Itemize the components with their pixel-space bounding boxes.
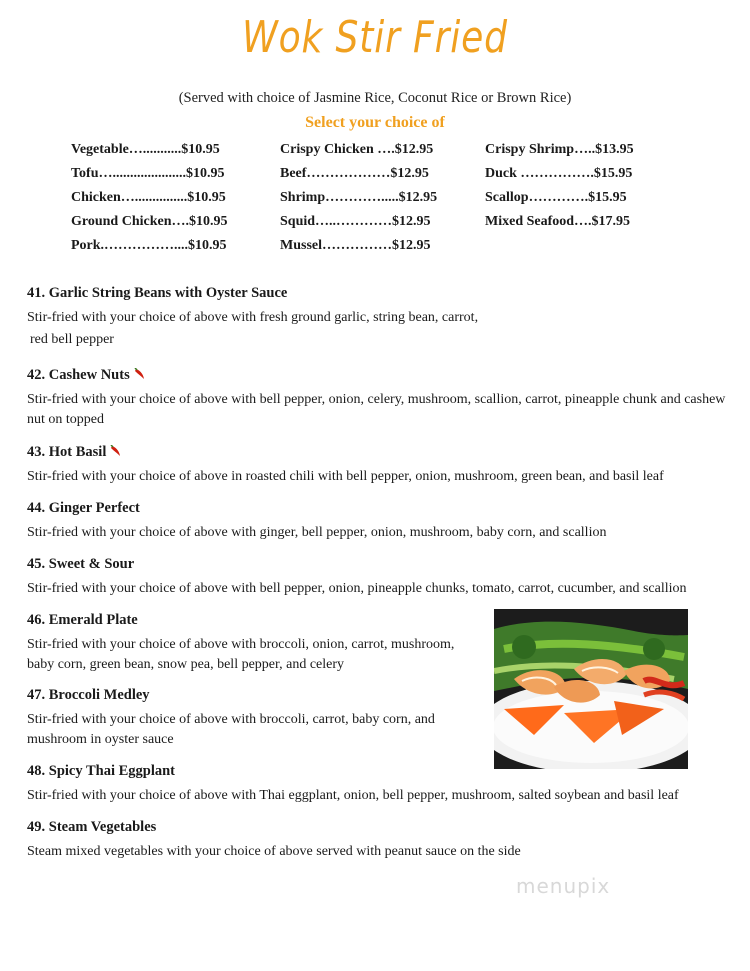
protein-price: Scallop………….$15.95 [485,190,627,205]
chili-pepper-icon [134,368,145,380]
item-name: 49. Steam Vegetables [27,819,157,835]
item-name: 48. Spicy Thai Eggplant [27,763,176,779]
item-description-cont: red bell pepper [30,332,114,347]
menu-item [27,366,727,430]
protein-price: Duck …………….$15.95 [485,166,633,181]
menu-item [27,443,727,487]
item-name: 45. Sweet & Sour [27,556,135,572]
chili-pepper-icon [110,445,121,457]
item-description: Stir-fried with your choice of above with fresh ground garlic, string bean, carrot, [27,310,479,325]
item-description: Stir-fried with your choice of above with bell pepper, onion, celery, mushroom, scallion, carrot, pineapple chunk and cashew nut on topped [27,392,726,427]
item-description: Stir-fried with your choice of above with bell pepper, onion, pineapple chunks, tomato, carrot, cucumber, and scallion [27,581,687,596]
protein-price: Ground Chicken….$10.95 [71,214,228,229]
item-description: Stir-fried with your choice of above in roasted chili with bell pepper, onion, mushroom, green bean, and basil leaf [27,469,664,484]
menu-item [27,555,737,599]
protein-price: Squid…..…………$12.95 [280,214,431,229]
item-description: Stir-fried with your choice of above with Thai eggplant, onion, bell pepper, mushroom, salted soybean and basil leaf [27,788,679,803]
protein-select-heading: Select your choice of [305,114,445,131]
protein-price: Beef………………$12.95 [280,166,429,181]
menu-item [27,284,727,350]
protein-column-2 [280,141,437,261]
menu-title: Wok Stir Fried [242,12,508,63]
item-name: 46. Emerald Plate [27,612,138,628]
protein-price: Mixed Seafood….$17.95 [485,214,631,229]
item-description: Stir-fried with your choice of above with ginger, bell pepper, onion, mushroom, baby corn, and scallion [27,525,607,540]
protein-column-3 [485,141,634,237]
item-description: Stir-fried with your choice of above with broccoli, carrot, baby corn, and mushroom in oyster sauce [27,712,435,747]
protein-price: Chicken…...............$10.95 [71,190,226,205]
menupix-watermark: menupix [516,874,611,898]
item-name: 44. Ginger Perfect [27,500,140,516]
menu-item [27,686,467,750]
item-name: 42. Cashew Nuts [27,367,130,383]
protein-price: Crispy Shrimp…..$13.95 [485,142,634,157]
protein-price: Vegetable…...........$10.95 [71,142,220,157]
item-name: 43. Hot Basil [27,444,107,460]
menu-item [27,818,727,862]
item-description: Steam mixed vegetables with your choice of above served with peanut sauce on the side [27,844,521,859]
protein-price: Pork.……………....$10.95 [71,238,227,253]
item-name: 47. Broccoli Medley [27,687,150,703]
protein-price: Crispy Chicken ….$12.95 [280,142,434,157]
protein-price: Shrimp………….....$12.95 [280,190,438,205]
protein-price: Tofu….....................$10.95 [71,166,225,181]
food-photo [494,609,688,769]
rice-choice-note: (Served with choice of Jasmine Rice, Coconut Rice or Brown Rice) [178,90,572,106]
item-description: Stir-fried with your choice of above with broccoli, onion, carrot, mushroom, baby corn, green bean, snow pea, bell pepper, and celery [27,637,455,672]
protein-price: Mussel……………$12.95 [280,238,431,253]
protein-column-1 [71,141,228,261]
menu-item [27,499,727,543]
menu-item [27,611,479,675]
item-name: 41. Garlic String Beans with Oyster Sauce [27,285,288,301]
